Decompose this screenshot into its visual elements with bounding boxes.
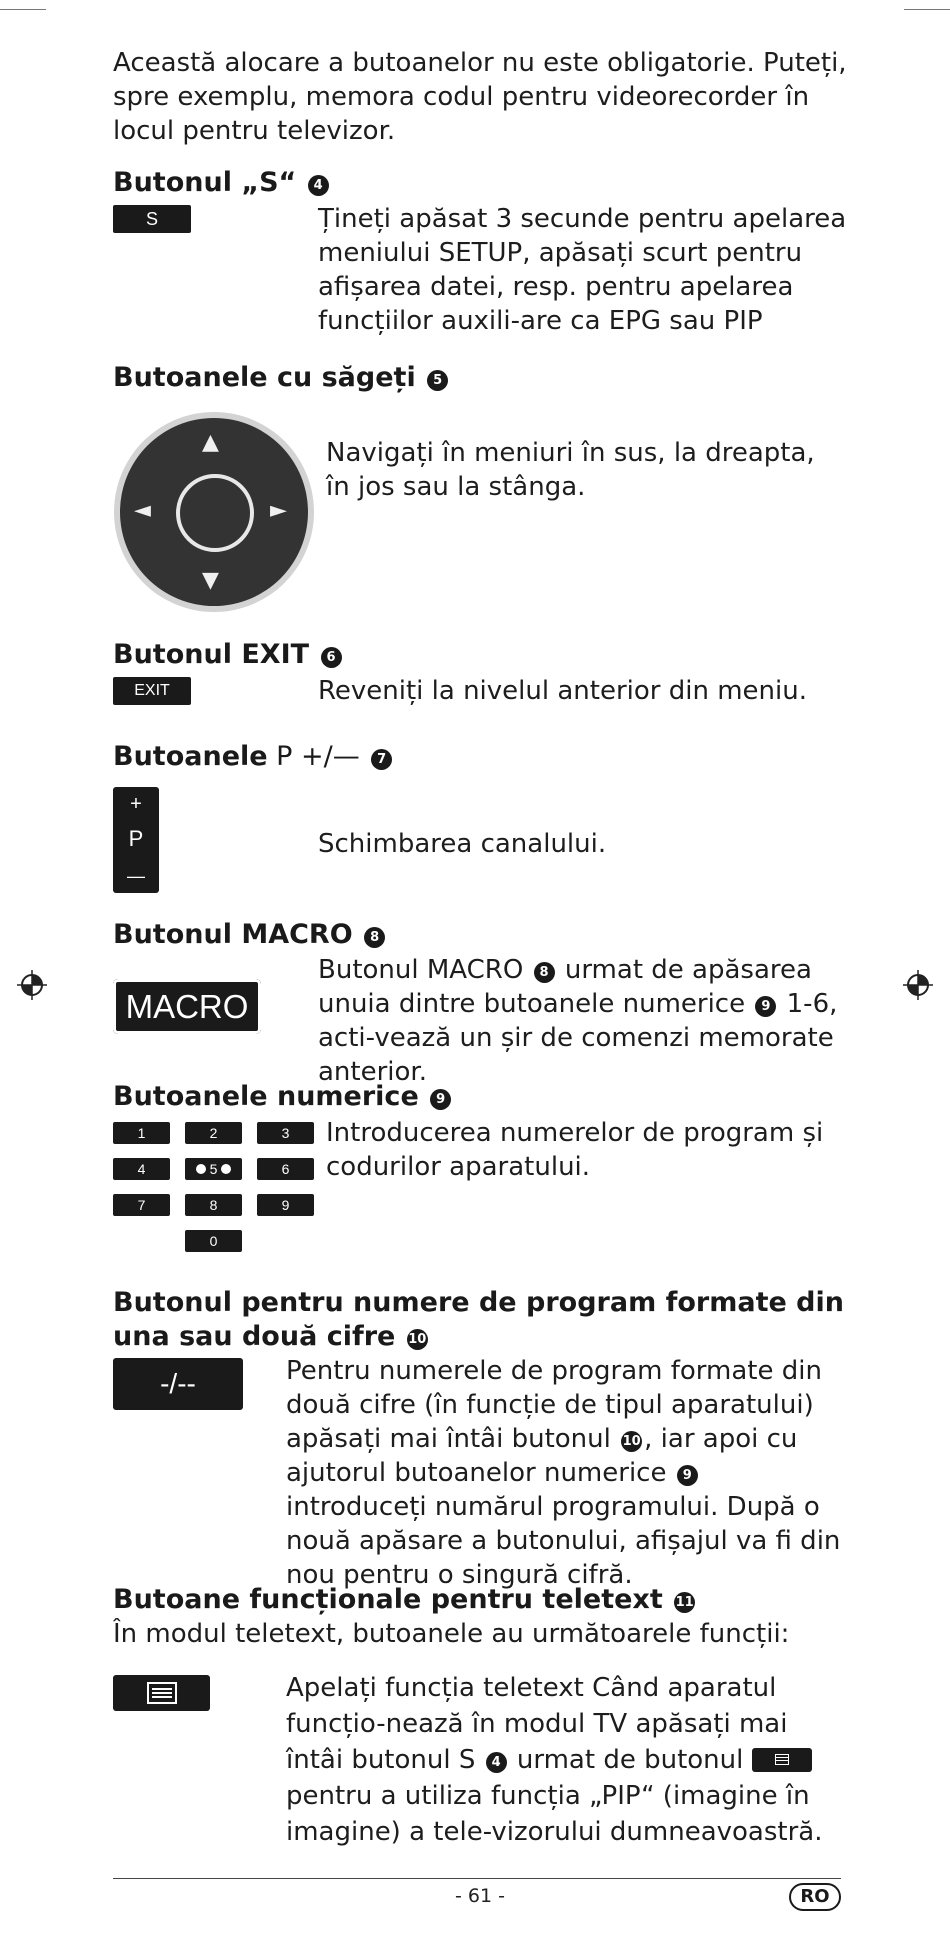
p-key-label: P <box>128 826 144 851</box>
teletext-page-icon <box>147 1682 177 1704</box>
ref-number-icon: 4 <box>308 175 329 196</box>
footer-rule <box>113 1878 841 1879</box>
heading-digits-button <box>113 1286 848 1354</box>
p-key-plus: + <box>130 793 142 815</box>
arrow-pad-ring <box>120 418 308 606</box>
arrow-pad <box>114 412 314 612</box>
macro-desc-part-1: Butonul MACRO <box>318 955 524 985</box>
teletext-description <box>286 1670 846 1850</box>
heading-p-buttons <box>113 740 394 774</box>
p-key-minus: — <box>127 866 145 886</box>
s-button-description: Țineți apăsat 3 secunde pentru apelarea meniului SETUP, apăsați scurt pentru afișarea datei, resp. pentru apelarea funcțiilor auxili-are ca EPG sau PIP <box>318 204 847 336</box>
ref-number-icon: 10 <box>407 1329 428 1350</box>
numeric-key: 6 <box>257 1158 314 1180</box>
arrow-left-icon: ◄ <box>134 498 151 523</box>
exit-button-description: Reveniți la nivelul anterior din meniu. <box>318 676 807 706</box>
crop-mark-top-right <box>904 9 950 10</box>
digits-key: -/-- <box>113 1358 243 1410</box>
heading-teletext-buttons <box>113 1583 697 1617</box>
language-badge: RO <box>789 1883 841 1911</box>
p-key <box>113 787 159 893</box>
numeric-key: 7 <box>113 1194 170 1216</box>
numeric-key: 9 <box>257 1194 314 1216</box>
registration-mark-left-icon <box>17 970 47 1000</box>
heading-teletext-buttons-text: Butoane funcționale pentru teletext <box>113 1584 663 1615</box>
s-key: S <box>113 205 191 233</box>
heading-arrow-buttons-text: Butoanele cu săgeți <box>113 362 416 393</box>
heading-macro-button-text: Butonul MACRO <box>113 919 353 950</box>
numeric-key: 0 <box>185 1230 242 1252</box>
p-buttons-description: Schimbarea canalului. <box>318 829 607 859</box>
ref-number-icon: 8 <box>364 927 385 948</box>
ref-number-icon: 10 <box>621 1431 642 1452</box>
numeric-key-5-label: 5 <box>209 1161 218 1177</box>
numeric-key: 1 <box>113 1122 170 1144</box>
ref-number-icon: 9 <box>755 996 776 1017</box>
teletext-inline-icon <box>752 1748 812 1772</box>
teletext-desc-part-3: pentru a utiliza funcția „PIP“ (imagine în imagine) a tele-vizorului dumneavoastră. <box>286 1781 823 1847</box>
heading-s-button-text: Butonul „S“ <box>113 167 297 198</box>
heading-arrow-buttons <box>113 361 450 395</box>
macro-desc-part-3: 1-6, acti-vează un șir de comenzi memorate anterior. <box>318 989 838 1087</box>
ref-number-icon: 5 <box>427 370 448 391</box>
digits-button-description <box>286 1354 846 1592</box>
page-number: - 61 - <box>455 1885 505 1907</box>
teletext-desc-part-2: urmat de butonul <box>508 1745 744 1775</box>
arrow-down-icon: ▼ <box>202 568 219 593</box>
numeric-buttons-description: Introducerea numerelor de program și codurilor aparatului. <box>326 1118 824 1182</box>
heading-s-button <box>113 166 331 200</box>
arrow-buttons-description: Navigați în meniuri în sus, la dreapta, în jos sau la stânga. <box>326 438 815 502</box>
digits-desc-part-2: , iar apoi cu ajutorul butoanelor numerice <box>286 1424 798 1488</box>
ref-number-icon: 9 <box>430 1089 451 1110</box>
arrow-right-icon: ► <box>270 498 287 523</box>
numeric-key-5 <box>185 1158 242 1180</box>
heading-macro-button <box>113 918 387 952</box>
heading-numeric-buttons-text: Butoanele numerice <box>113 1081 419 1112</box>
tactile-dot-icon <box>196 1164 206 1174</box>
digits-desc-part-1: Pentru numerele de program formate din două cifre (în funcție de tipul aparatului) apăsați mai întâi butonul <box>286 1356 822 1454</box>
macro-button-description <box>318 953 848 1089</box>
heading-exit-button-text: Butonul EXIT <box>113 639 310 670</box>
arrow-pad-center-ring <box>176 474 254 552</box>
ref-number-icon: 7 <box>371 749 392 770</box>
numeric-key: 8 <box>185 1194 242 1216</box>
heading-numeric-buttons <box>113 1080 453 1114</box>
ref-number-icon: 6 <box>321 647 342 668</box>
tactile-dot-icon <box>221 1164 231 1174</box>
macro-desc-part-2: urmat de apăsarea unuia dintre butoanele numerice <box>318 955 812 1019</box>
teletext-key <box>113 1675 210 1711</box>
teletext-desc-part-1: Apelați funcția teletext Când aparatul funcțio-nează în modul TV apăsați mai întâi butonul S <box>286 1673 788 1775</box>
heading-digits-button-text: Butonul pentru numere de program formate din una sau două cifre <box>113 1287 844 1352</box>
digits-desc-part-3: introduceți numărul programului. După o nouă apăsare a butonului, afișajul va fi din nou pentru o singură cifră. <box>286 1492 841 1590</box>
ref-number-icon: 4 <box>486 1752 507 1773</box>
ref-number-icon: 11 <box>674 1592 695 1613</box>
exit-key: EXIT <box>113 677 191 705</box>
registration-mark-right-icon <box>903 970 933 1000</box>
ref-number-icon: 8 <box>534 962 555 983</box>
crop-mark-top-left <box>0 9 46 10</box>
teletext-subheading: În modul teletext, butoanele au următoarele funcții: <box>113 1619 790 1649</box>
ref-number-icon: 9 <box>677 1465 698 1486</box>
numeric-key: 4 <box>113 1158 170 1180</box>
heading-p-buttons-bold: Butoanele <box>113 741 268 772</box>
macro-key: MACRO <box>113 979 261 1034</box>
numeric-key: 3 <box>257 1122 314 1144</box>
heading-exit-button <box>113 638 344 672</box>
intro-paragraph: Această alocare a butoanelor nu este obligatorie. Puteți, spre exemplu, memora codul pentru videorecorder în locul pentru televizor. <box>113 48 847 146</box>
heading-p-buttons-rest: P +/— <box>267 741 360 772</box>
numeric-key: 2 <box>185 1122 242 1144</box>
arrow-up-icon: ▲ <box>202 430 219 455</box>
